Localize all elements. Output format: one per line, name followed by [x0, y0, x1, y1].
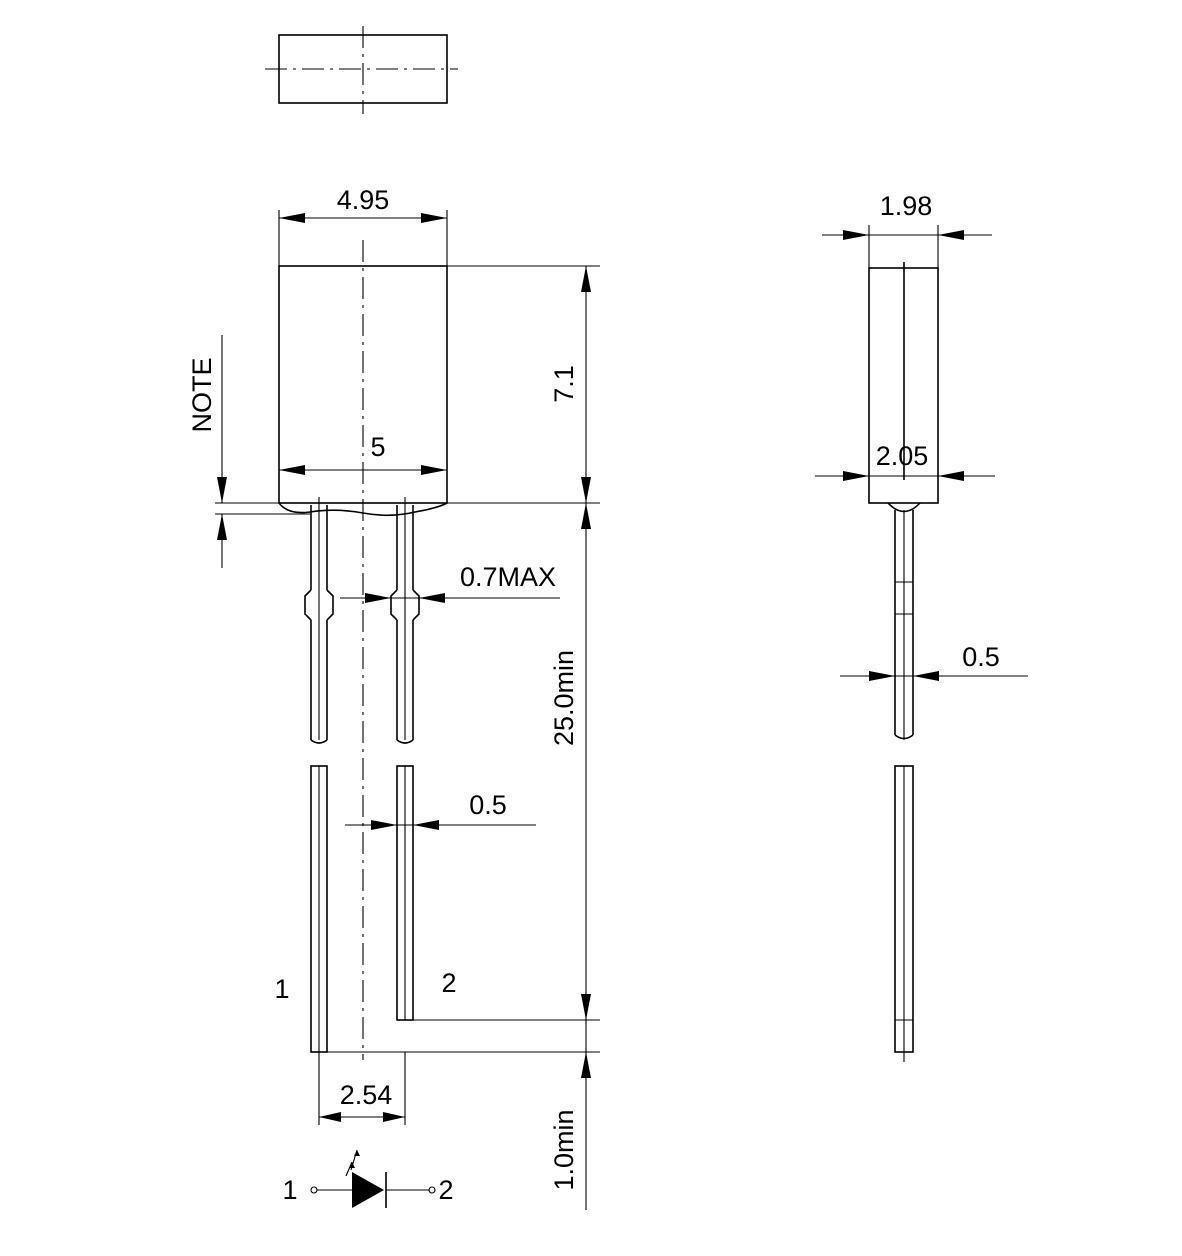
- dim-body-width-label: 4.95: [336, 185, 390, 215]
- dim-side-lead-width: [840, 671, 1028, 681]
- dim-lead-width-label: 0.5: [469, 790, 507, 820]
- lead-2: [391, 497, 419, 1020]
- dim-side-lead-width-label: 0.5: [962, 642, 1000, 672]
- pin-2-label: 2: [441, 968, 457, 998]
- dim-lens-width-label: 5: [370, 432, 386, 462]
- note-label: NOTE: [187, 357, 217, 433]
- dim-body-height-label: 7.1: [549, 365, 579, 403]
- symbol-pin-2-label: 2: [438, 1175, 454, 1205]
- dim-side-top-width-label: 1.98: [879, 191, 933, 221]
- top-view: [265, 26, 458, 114]
- dim-pitch-label: 2.54: [339, 1080, 393, 1110]
- dim-side-top-width: [822, 225, 992, 268]
- dim-standoff-label: 1.0min: [549, 1109, 579, 1191]
- front-view: [187, 185, 600, 1210]
- dim-body-height: [215, 266, 600, 503]
- dim-side-base-width-label: 2.05: [875, 441, 929, 471]
- dim-lead-width: [345, 820, 536, 830]
- dim-lead-length-label: 25.0min: [549, 649, 579, 747]
- side-lead: [895, 510, 913, 1062]
- dim-note: [215, 335, 310, 568]
- pin-1-label: 1: [274, 974, 290, 1004]
- dim-side-base-width: [815, 471, 995, 481]
- symbol-terminal-2: [429, 1187, 435, 1193]
- side-view: [815, 191, 1028, 1062]
- diode-triangle: [352, 1172, 384, 1208]
- symbol-pin-1-label: 1: [282, 1175, 298, 1205]
- dim-lead-max-label: 0.7MAX: [459, 562, 557, 592]
- symbol-terminal-1: [311, 1187, 317, 1193]
- dim-lead-max: [340, 593, 560, 603]
- diode-symbol: [282, 1150, 453, 1208]
- lead-1: [305, 497, 333, 1052]
